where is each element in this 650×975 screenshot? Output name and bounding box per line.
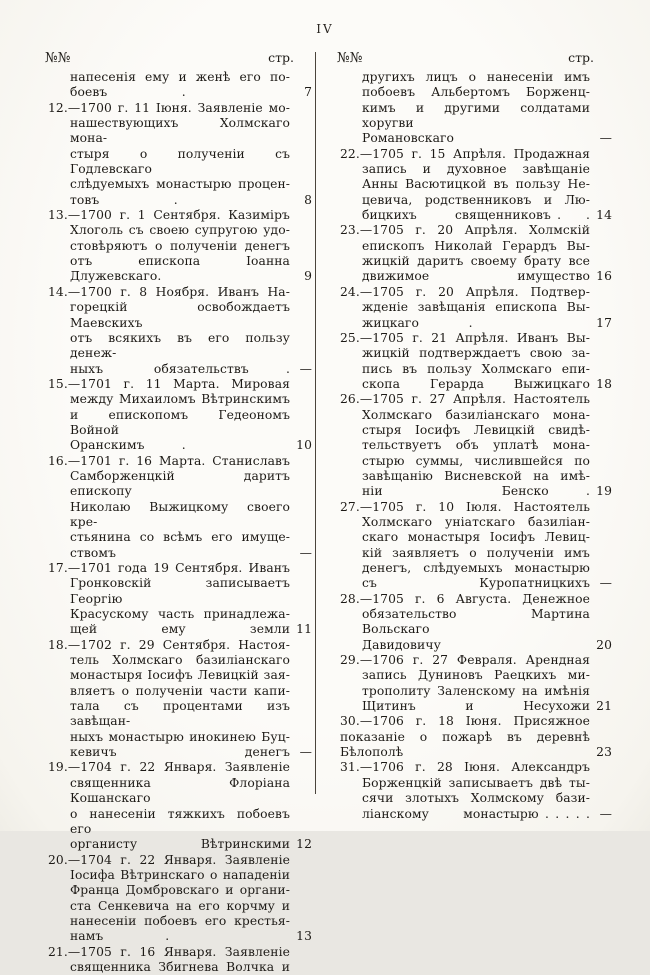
entry-line: трополиту Заленскому на имѣнія (362, 683, 590, 698)
entry-line: ныхъ монастырю инокинею Буц- (70, 729, 290, 744)
toc-entry (340, 653, 612, 714)
entry-line: ныхъ обязательствъ . (70, 361, 290, 376)
entry-line: другихъ лицъ о нанесеніи имъ (362, 70, 590, 84)
left-entries-list (40, 70, 312, 975)
entry-line: Анны Васютицкой въ пользу Не- (362, 177, 590, 192)
entry-page-number: 17 (596, 315, 612, 330)
entry-line: Іосифа Вѣтринскаго о нападеніи (70, 867, 290, 882)
right-column-header (332, 50, 612, 70)
entry-page-number: 14 (596, 208, 612, 223)
toc-entry (48, 945, 312, 975)
entry-line: 13.—1700 г. 1 Сентября. Казиміръ (48, 208, 290, 223)
entry-line: ніи Бенско . (362, 484, 590, 499)
toc-entry (48, 70, 312, 101)
entry-line: 29.—1706 г. 27 Февраля. Арендная (340, 653, 590, 668)
toc-entry (48, 101, 312, 208)
entry-page-number: 9 (304, 269, 312, 284)
entry-line: слѣдуемыхъ монастырю процен- (70, 177, 290, 192)
entry-line: Романовскаго (362, 131, 455, 146)
toc-entry (340, 70, 612, 147)
entry-page-number: 11 (296, 622, 312, 637)
entry-page-number: 10 (296, 438, 312, 453)
entry-line: жицкій подтверждаетъ свою за- (362, 346, 590, 361)
toc-entry (340, 147, 612, 224)
entry-line: кій заявляетъ о полученіи имъ (362, 545, 590, 560)
entry-page-number: 21 (596, 699, 612, 714)
entry-line: Давидовичу (362, 637, 441, 652)
entry-line: Красускому часть принадлежа- (70, 607, 290, 622)
entry-line: Самборженцкій даритъ епископу (70, 468, 290, 499)
column-header-numbers: №№ (337, 50, 363, 66)
entry-line: цевича, родственниковъ и Лю- (362, 192, 590, 207)
folio-number: IV (316, 22, 334, 36)
entry-line: кевичъ денегъ (70, 745, 290, 760)
column-header-page: стр. (568, 50, 594, 65)
entry-line: ста Сенкевича на его корчму и (70, 898, 290, 913)
entry-line: Николаю Выжицкому своего кре- (70, 499, 290, 529)
entry-page-number: 7 (304, 85, 312, 100)
entry-line: 31.—1706 г. 28 Іюня. Александръ (340, 760, 590, 775)
toc-entry (48, 454, 312, 561)
entry-line: скаго монастыря Іосифъ Левиц- (362, 530, 590, 545)
entry-line: жденіе завѣщанія епископа Вы- (362, 300, 590, 315)
entry-line: Борженцкій записываетъ двѣ ты- (362, 775, 590, 790)
entry-line: епископъ Николай Герардъ Вы- (362, 238, 590, 253)
entry-line: нанесеніи побоевъ его крестья- (70, 913, 290, 928)
toc-entry (340, 331, 612, 392)
entry-line: 28.—1705 г. 6 Августа. Денежное (340, 591, 590, 606)
entry-page-number: — (299, 745, 312, 760)
entry-line: 30.—1706 г. 18 Іюня. Присяжное (340, 714, 590, 729)
entry-line: Франца Домбровскаго и органи- (70, 883, 290, 898)
entry-line: Хлоголь съ своею супругою удо- (70, 223, 290, 238)
entry-line: Холмскаго уніатскаго базиліан- (362, 514, 590, 529)
entry-line: монастыря Іосифъ Левицкій зая- (70, 668, 290, 683)
entry-line: запись Дуниновъ Раецкихъ ми- (362, 668, 590, 683)
entry-line: Бѣлополѣ (340, 745, 404, 760)
entry-line: вляетъ о полученіи части капи- (70, 683, 290, 698)
left-column-header (40, 50, 312, 70)
column-header-numbers: №№ (45, 50, 71, 66)
entry-line: бицкихъ священниковъ . . (362, 208, 590, 223)
entry-line: тель Холмскаго базиліанскаго (70, 653, 290, 668)
entry-line: 26.—1705 г. 27 Апрѣля. Настоятель (340, 392, 590, 407)
entry-line: стыря о полученіи съ Годлевскаго (70, 146, 290, 177)
toc-entry (340, 392, 612, 499)
entry-page-number: 13 (296, 929, 312, 944)
toc-entry (340, 285, 612, 331)
entry-page-number: — (599, 131, 612, 146)
entry-line: щей ему земли (70, 622, 290, 637)
entry-line: жицкій даритъ своему брату все (362, 254, 590, 269)
entry-line: 14.—1700 г. 8 Ноября. Иванъ На- (48, 284, 290, 299)
toc-entry (48, 377, 312, 454)
entry-page-number: 20 (596, 637, 612, 652)
toc-entry (48, 638, 312, 761)
entry-line: 18.—1702 г. 29 Сентября. Настоя- (48, 637, 290, 652)
entry-line: ліанскому монастырю . . . . . (362, 806, 590, 821)
right-entries-list (332, 70, 612, 822)
entry-line: отъ всякихъ въ его пользу денеж- (70, 330, 290, 361)
entry-line: денегъ, слѣдуемыхъ монастырю (362, 561, 590, 575)
entry-line: завѣщанію Висневской на имѣ- (362, 468, 590, 483)
toc-entry (48, 285, 312, 377)
entry-line: 15.—1701 г. 11 Марта. Мировая (48, 376, 290, 391)
toc-entry (48, 760, 312, 852)
entry-line: кимъ и другими солдатами хоругви (362, 100, 590, 131)
entry-line: тала съ процентами изъ завѣщан- (70, 699, 290, 729)
entry-line: запись и духовное завѣщаніе (362, 162, 590, 177)
toc-entry (48, 853, 312, 945)
entry-line: органисту Вѣтринскими (70, 837, 290, 852)
right-column (332, 50, 612, 822)
entry-line: Гронковскій записываетъ Георгію (70, 576, 290, 606)
toc-entry (48, 208, 312, 285)
entry-line: обязательство Мартина Вольскаго (362, 607, 590, 637)
entry-line: 12.—1700 г. 11 Іюня. Заявленіе мо- (48, 100, 290, 115)
entry-line: стьянина со всѣмъ его имуще- (70, 530, 290, 545)
column-divider (315, 52, 316, 794)
entry-line: священника Флоріана Кошанскаго (70, 775, 290, 806)
entry-line: пись въ пользу Холмскаго епи- (362, 361, 590, 376)
entry-line: священника Збигнева Волчка и (70, 959, 290, 974)
entry-page-number: 12 (296, 837, 312, 852)
entry-line: 24.—1705 г. 20 Апрѣля. Подтвер- (340, 284, 590, 299)
entry-page-number: — (299, 545, 312, 560)
toc-entry (340, 714, 612, 760)
entry-line: 23.—1705 г. 20 Апрѣля. Холмскій (340, 223, 590, 238)
entry-line: скопа Герарда Выжицкаго (362, 376, 590, 391)
entry-line: 17.—1701 года 19 Сентября. Иванъ (48, 561, 290, 575)
entry-line: о нанесеніи тяжкихъ побоевъ его (70, 806, 290, 836)
entry-line: 19.—1704 г. 22 Января. Заявленіе (48, 760, 290, 775)
entry-line: жицкаго . (362, 315, 473, 330)
entry-line: стовѣряютъ о полученіи денегъ (70, 238, 290, 253)
toc-entry (340, 223, 612, 284)
entry-line: съ Куропатницкихъ (362, 576, 590, 591)
entry-line: Щитинъ и Несухожи (362, 699, 590, 714)
entry-page-number: 16 (596, 269, 612, 284)
entry-page-number: 8 (304, 192, 312, 207)
entry-line: напесенія ему и женѣ его по- (70, 70, 290, 84)
entry-line: Оранскимъ . (70, 438, 186, 453)
entry-page-number: — (599, 576, 612, 591)
entry-line: 25.—1705 г. 21 Апрѣля. Иванъ Вы- (340, 330, 590, 345)
entry-line: 27.—1705 г. 10 Іюля. Настоятель (340, 499, 590, 514)
entry-line: горецкій освобождаетъ Маевскихъ (70, 300, 290, 330)
entry-line: побоевъ Альбертомъ Борженц- (362, 85, 590, 100)
toc-entry (340, 760, 612, 821)
entry-line: показаніе о пожарѣ въ деревнѣ (340, 729, 590, 744)
entry-line: и епископомъ Гедеономъ Войной (70, 407, 290, 437)
entry-page-number: — (299, 361, 312, 376)
entry-line: между Михаиломъ Вѣтринскимъ (70, 392, 290, 407)
entry-line: боевъ . (70, 85, 186, 100)
entry-line: движимое имущество (362, 269, 590, 284)
entry-line: 20.—1704 г. 22 Января. Заявленіе (48, 852, 290, 867)
entry-line: 22.—1705 г. 15 Апрѣля. Продажная (340, 146, 590, 161)
entry-page-number: 23 (596, 745, 612, 760)
entry-line: ствомъ (70, 545, 117, 560)
entry-line: товъ . (70, 192, 178, 207)
entry-line: сячи злотыхъ Холмскому бази- (362, 791, 590, 806)
toc-entry (340, 592, 612, 653)
left-column (40, 50, 312, 975)
entry-page-number: — (599, 806, 612, 821)
toc-entry (340, 500, 612, 592)
toc-entry (48, 561, 312, 638)
entry-page-number: 18 (596, 376, 612, 391)
entry-line: стырю суммы, числившейся по (362, 453, 590, 468)
entry-line: Холмскаго базиліанскаго мона- (362, 407, 590, 422)
entry-line: нашествующихъ Холмскаго мона- (70, 116, 290, 146)
entry-line: намъ . (70, 929, 170, 944)
entry-line: стыря Іосифъ Левицкій свидѣ- (362, 422, 590, 437)
column-header-page: стр. (268, 50, 294, 65)
entry-line: отъ епископа Іоанна Длужевскаго. (70, 254, 290, 284)
entry-page-number: 19 (596, 484, 612, 499)
entry-line: тельствуетъ объ уплатѣ мона- (362, 438, 590, 453)
entry-line: 21.—1705 г. 16 Января. Заявленіе (48, 944, 290, 959)
entry-line: 16.—1701 г. 16 Марта. Станиславъ (48, 453, 290, 468)
